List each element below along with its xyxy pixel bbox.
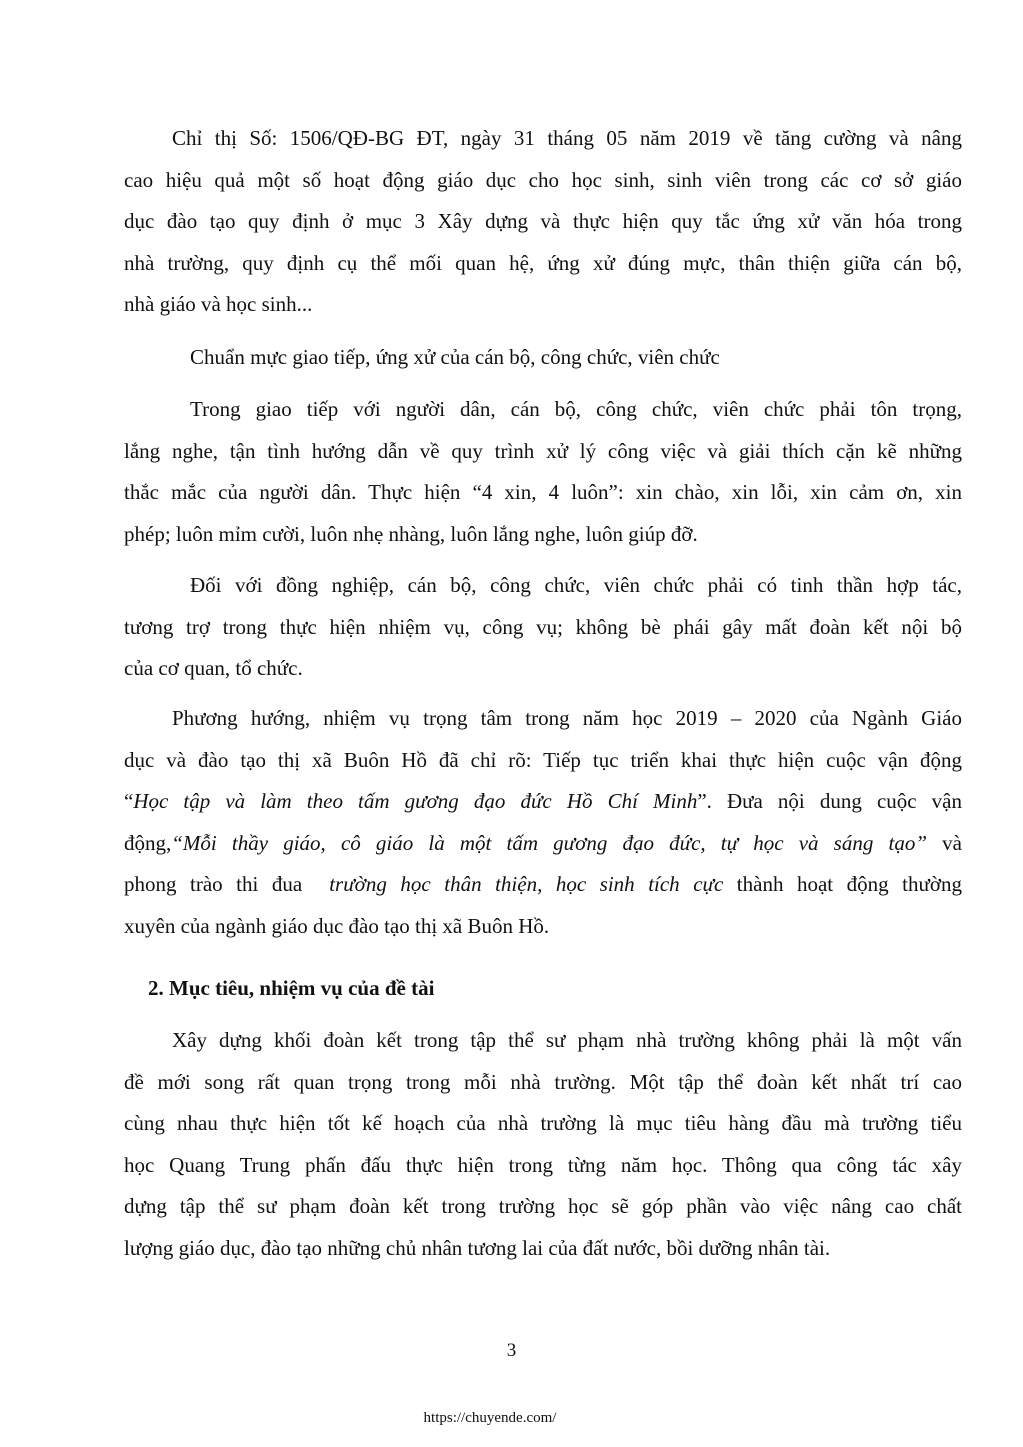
text-line: Phương hướng, nhiệm vụ trọng tâm trong năm học 2019 – 2020 của Ngành Giáo [172,706,962,730]
text-line: lượng giáo dục, đào tạo những chủ nhân tương lai của đất nước, bồi dưỡng nhân tài. [124,1235,831,1260]
italic-quote: Học tập và làm theo tấm gương đạo đức Hồ Chí Minh [133,789,698,813]
text-line: học Quang Trung phấn đấu thực hiện trong từng năm học. Thông qua công tác xây [124,1152,962,1177]
paragraph-standards-title [124,337,962,379]
text-line: Chỉ thị Số: 1506/QĐ-BG ĐT, ngày 31 tháng 05 năm 2019 về tăng cường và nâng [172,126,962,150]
text-segment: thành hoạt động thường [723,872,962,896]
text-line: cùng nhau thực hiện tốt kế hoạch của nhà trường là mục tiêu hàng đầu mà trường tiểu [124,1111,962,1135]
text-line: cao hiệu quả một số hoạt động giáo dục cho học sinh, sinh viên trong các cơ sở giáo [124,167,962,192]
text-line [124,864,962,906]
section-heading: 2. Mục tiêu, nhiệm vụ của đề tài [148,976,435,1000]
text-line: nhà trường, quy định cụ thể mối quan hệ, ứng xử đúng mực, thân thiện giữa cán bộ, [124,250,962,275]
text-segment: động, [124,830,172,855]
text-line: phép; luôn mỉm cười, luôn nhẹ nhàng, luôn lắng nghe, luôn giúp đỡ. [124,521,698,546]
paragraph-communication [124,389,962,555]
text-segment: và [927,830,962,855]
text-segment: “ [124,789,134,813]
text-line: của cơ quan, tổ chức. [124,656,303,680]
text-line: Trong giao tiếp với người dân, cán bộ, công chức, viên chức phải tôn trọng, [190,397,962,421]
section-heading-block [124,968,962,1010]
text-line [124,781,962,823]
page-number: 3 [506,1340,517,1361]
text-line: dục và đào tạo thị xã Buôn Hồ đã chỉ rõ: Tiếp tục triển khai thực hiện cuộc vận động [124,747,962,772]
text-line: dục đào tạo quy định ở mục 3 Xây dựng và thực hiện quy tắc ứng xử văn hóa trong [124,209,962,233]
text-line: dựng tập thể sư phạm đoàn kết trong trường học sẽ góp phần vào việc nâng cao chất [124,1194,962,1218]
text-line: Chuẩn mực giao tiếp, ứng xử của cán bộ, công chức, viên chức [190,345,720,369]
text-line: thắc mắc của người dân. Thực hiện “4 xin, 4 luôn”: xin chào, xin lỗi, xin cảm ơn, xin [124,480,962,504]
paragraph-direction [124,698,962,947]
text-segment: phong trào thi đua [124,872,330,896]
italic-quote: “Mỗi thầy giáo, cô giáo là một tấm gương đạo đức, tự học và sáng tạo” [171,830,928,855]
italic-phrase: trường học thân thiện, học sinh tích cực [329,872,724,896]
text-segment: ”. Đưa nội dung cuộc vận [697,789,962,813]
text-line: nhà giáo và học sinh... [124,292,313,316]
text-line: xuyên của ngành giáo dục đào tạo thị xã Buôn Hồ. [124,913,550,938]
paragraph-colleagues [124,565,962,690]
footer-url-link[interactable]: https://chuyende.com/ [423,1410,557,1426]
text-line: đề mới song rất quan trọng trong mỗi nhà trường. Một tập thể đoàn kết nhất trí cao [124,1069,962,1094]
text-line: Đối với đồng nghiệp, cán bộ, công chức, viên chức phải có tinh thần hợp tác, [190,573,962,597]
text-line [124,823,962,865]
paragraph-goals [124,1020,962,1269]
text-line: lắng nghe, tận tình hướng dẫn về quy trình xử lý công việc và giải thích cặn kẽ những [124,438,962,463]
paragraph-directive [124,118,962,326]
text-line: tương trợ trong thực hiện nhiệm vụ, công vụ; không bè phái gây mất đoàn kết nội bộ [124,614,962,639]
text-line: Xây dựng khối đoàn kết trong tập thể sư phạm nhà trường không phải là một vấn [172,1028,962,1052]
